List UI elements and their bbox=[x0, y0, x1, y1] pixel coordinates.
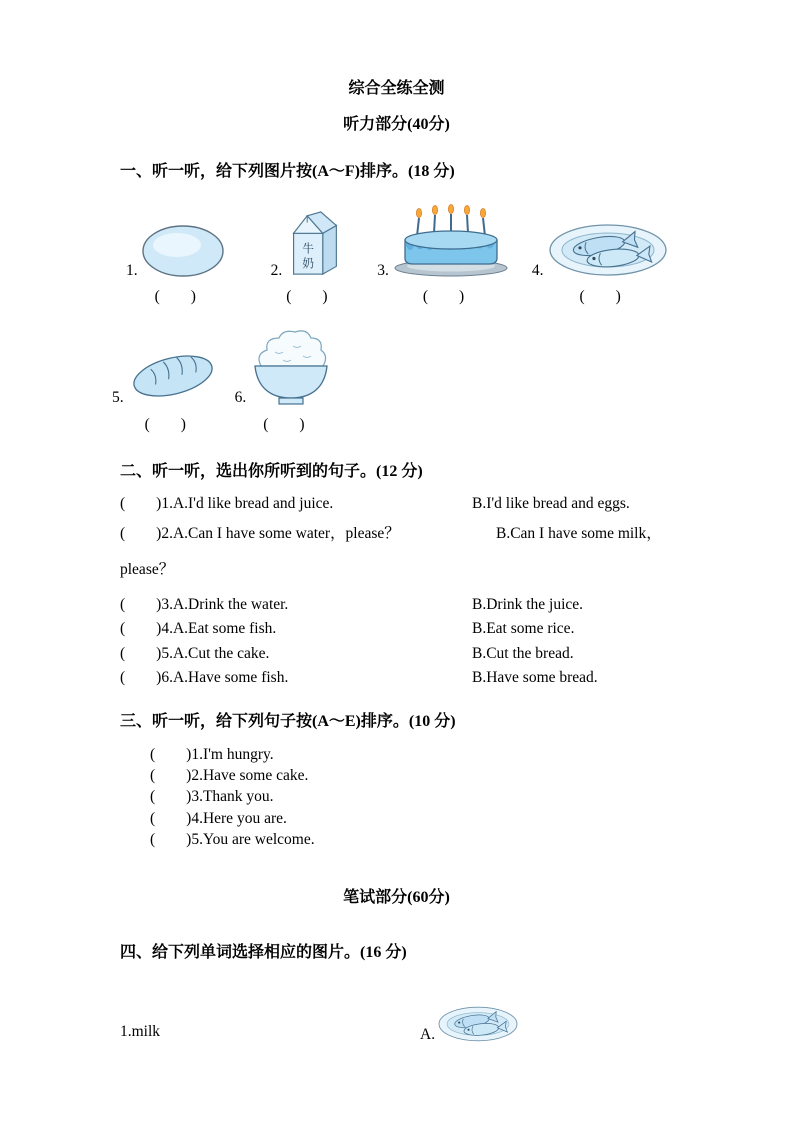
option-a-text: ( )4.A.Eat some fish. bbox=[120, 620, 277, 638]
milk-label-top: 牛 bbox=[302, 243, 315, 257]
rice-bowl-icon bbox=[249, 326, 333, 406]
question-row-5 bbox=[120, 644, 793, 664]
sentence-item-3: ( )3.Thank you. bbox=[150, 788, 274, 806]
figure-5-number: 5. bbox=[112, 389, 124, 407]
match-option-a-label: A. bbox=[420, 1025, 436, 1043]
figure-1-egg bbox=[126, 224, 225, 307]
option-a-text: ( )2.A.Can I have some water，please？ bbox=[120, 524, 400, 542]
question-row-6 bbox=[120, 668, 793, 688]
bread-icon bbox=[127, 344, 219, 406]
picture-row-2 bbox=[112, 326, 793, 435]
option-a-text: ( )3.A.Drink the water. bbox=[120, 595, 289, 613]
figure-1-answer-blank: ( ) bbox=[154, 288, 196, 306]
question-row-2 bbox=[120, 524, 793, 544]
figure-5-answer-blank: ( ) bbox=[144, 415, 186, 433]
option-b-text: B.Cut the bread. bbox=[472, 644, 574, 662]
egg-icon bbox=[141, 224, 225, 278]
figure-3-number: 3. bbox=[377, 261, 389, 279]
question-row-3 bbox=[120, 595, 793, 615]
option-a-text: ( )6.A.Have some fish. bbox=[120, 669, 289, 687]
figure-4-fish bbox=[532, 222, 669, 307]
figure-1-number: 1. bbox=[126, 261, 138, 279]
birthday-cake-icon bbox=[392, 202, 510, 278]
option-b-text: B.Eat some rice. bbox=[472, 620, 575, 638]
option-a-text: ( )5.A.Cut the cake. bbox=[120, 644, 270, 662]
doc-title: 综合全练全测 bbox=[348, 80, 445, 97]
figure-5-bread bbox=[112, 344, 219, 435]
option-b-continuation: please？ bbox=[120, 561, 175, 579]
listening-part-header: 听力部分(40分) bbox=[343, 116, 450, 134]
sentence-item-4: ( )4.Here you are. bbox=[150, 809, 287, 827]
figure-4-answer-blank: ( ) bbox=[579, 288, 621, 306]
milk-label-bottom: 奶 bbox=[302, 257, 315, 271]
sentence-item-2: ( )2.Have some cake. bbox=[150, 767, 309, 784]
sentence-item-1: ( )1.I'm hungry. bbox=[150, 745, 274, 763]
figure-2-milk bbox=[271, 208, 344, 307]
match-row-1 bbox=[120, 1005, 793, 1043]
figure-2-number: 2. bbox=[270, 261, 283, 279]
section4-heading: 四、给下列单词选择相应的图片。(16 分) bbox=[120, 943, 407, 961]
section3-heading: 三、听一听，给下列句子按(A～E)排序。(10 分) bbox=[120, 712, 456, 730]
option-a-text: ( )1.A.I'd like bread and juice. bbox=[120, 495, 334, 513]
figure-4-number: 4. bbox=[531, 261, 544, 279]
question-row-1 bbox=[120, 494, 793, 514]
figure-6-answer-blank: ( ) bbox=[263, 415, 305, 433]
option-b-text: B.Can I have some milk， bbox=[496, 524, 662, 542]
written-part-header: 笔试部分(60分) bbox=[343, 888, 450, 906]
section1-heading: 一、听一听，给下列图片按(A～F)排序。(18 分) bbox=[120, 163, 455, 181]
option-b-text: B.Have some bread. bbox=[472, 669, 598, 687]
milk-carton-icon bbox=[285, 208, 343, 278]
fish-plate-small-icon bbox=[437, 1005, 519, 1043]
match-word-milk: 1.milk bbox=[120, 1023, 161, 1041]
sentence-item-5: ( )5.You are welcome. bbox=[150, 831, 315, 849]
figure-3-answer-blank: ( ) bbox=[422, 288, 465, 306]
figure-3-cake bbox=[377, 202, 510, 307]
option-b-text: B.I'd like bread and eggs. bbox=[472, 495, 630, 513]
figure-2-answer-blank: ( ) bbox=[286, 288, 328, 306]
match-option-a bbox=[420, 1005, 519, 1043]
fish-plate-icon bbox=[547, 222, 669, 278]
question-row-4 bbox=[120, 619, 793, 639]
section2-heading: 二、听一听，选出你所听到的句子。(12 分) bbox=[120, 463, 423, 481]
figure-6-rice bbox=[235, 326, 334, 435]
picture-row-1 bbox=[126, 202, 793, 307]
option-b-text: B.Drink the juice. bbox=[472, 595, 584, 613]
figure-6-number: 6. bbox=[234, 389, 247, 407]
